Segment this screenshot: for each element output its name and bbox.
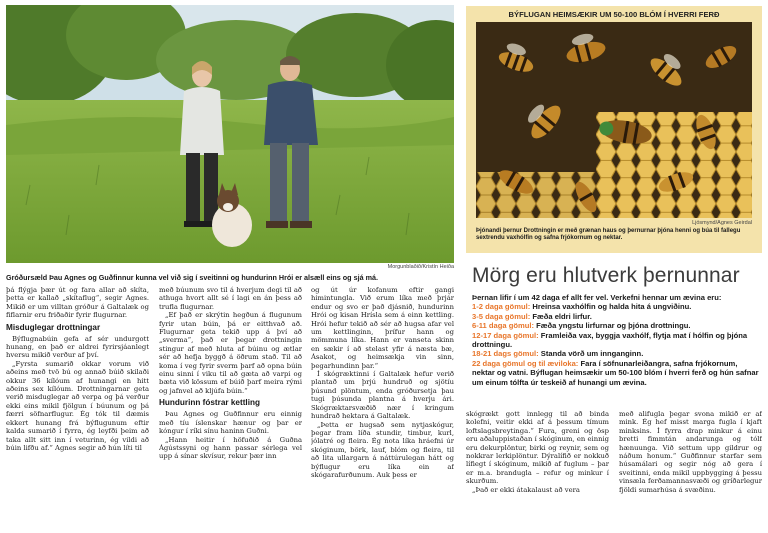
paragraph: Þau Agnes og Guðfinnur eru einnig með tíu íslenskar hænur og þar er kóngur í ríki sínu haninn Guðni. bbox=[159, 410, 302, 436]
article-column-4 bbox=[466, 410, 609, 530]
paragraph: „Það er ekki átakalaust að vera bbox=[472, 485, 580, 494]
photo-credit: Morgunblaðið/Kristín Heiða bbox=[387, 264, 454, 270]
main-photo bbox=[6, 5, 454, 263]
sidebar-headline: Mörg eru hlutverk þernunnar bbox=[472, 264, 740, 287]
honeybees-photo bbox=[476, 22, 752, 218]
caption-text: Þau Agnes og Guðfinnur kunna vel við sig í sveitinni og hundurinn Hrói er alsæll eins og sjá má. bbox=[47, 273, 378, 282]
bee-caption-text: Drottningin er með grænan haus og þernurnar þjóna henni og búa til fallegu sextrendu vaxhólfin og safna frjókornum og nektar. bbox=[476, 228, 741, 242]
paragraph: „Fyrsta sumarið okkar vorum við aðeins með tvö bú og annað búið skilaði okkur 36 kílóum af hunangi en hitt aðeins sex kílóum. Drottningarnar geta verið misduglegar að verpa og þá verður ekki eins mikil fjölgun í búunum og þá færri söfnarflugur. Ég tók til dæmis ekkert hunang frá býflugunum eftir kalda sumarið í fyrra, ég leyfði þeim að taka allt sitt inn í veturinn, ég vildi að búin lifðu af.“ Agnes segir að hún líti til bbox=[6, 359, 149, 452]
fact-item: 12-17 daga gömul: Framleiða vax, byggja vaxhólf, flytja mat í hólfin og þjóna drottningu. bbox=[472, 330, 748, 350]
paragraph: „Þetta er hugsað sem nytjaskógur, þegar fram líða stundir, timbur, kurl, jólatré og fleira. Ég nota líka hráefni úr skóginum, börk, lauf, blóm og fleira, til að lita ullargarn á náttúrulegan hátt og býflugur eru líka ein af skógarafurðunum. Auk þess er bbox=[311, 420, 454, 479]
paragraph: með búunum svo til á hverjum degi til að athuga hvort allt sé í lagi en án þess að trufla flugurnar. bbox=[159, 286, 302, 311]
fact-item: 1-2 daga gömul: Hreinsa vaxhólfin og halda hita á ungviðinu. bbox=[472, 302, 692, 312]
paragraph: Í skógræktinni í Galtalæk hefur verið plantað um þrjú hundruð og sjötíu þúsund plöntum, enda gróðursetja þau tugi þúsunda plantna á hverju ári. Skógræktarsvæðið nær í kringum hundrað hektara á Galtalæk. bbox=[311, 370, 454, 421]
paragraph: Býflugnabúin gefa af sér undurgott hunang, en það er aldrei fyrirsjáanlegt hversu mikið verður af því. bbox=[6, 334, 149, 360]
sidebar-title: BÝFLUGAN HEIMSÆKIR UM 50-100 BLÓM Í HVERRI FERÐ bbox=[508, 10, 720, 19]
bee-photo-caption bbox=[476, 228, 752, 243]
sidebar-box bbox=[466, 6, 762, 253]
paragraph: skógrækt gott innlegg til að binda kolefni, veitir ekki af á þessum tímum loftslagsbreytinga.“ Fura, greni og ösp eru aðaluppistaðan í skóginum, en einnig eru dekurplöntur, birki og reynir, sem og nokkrar lerkiplöntur. Dýralífið er nokkuð lífiegt í skóginum, mikið af fuglum – þar er m.a. brandugla – refur og minkur í skurðum. bbox=[466, 410, 609, 486]
fact-item: 18-21 dags gömul: Standa vörð um innganginn. bbox=[472, 349, 644, 359]
subheading: Hundurinn fóstrar kettling bbox=[159, 398, 260, 408]
facts-intro: Þernan lifir í um 42 daga ef allt fer vel. Verkefni hennar um ævina eru: bbox=[472, 293, 722, 302]
farm-couple-photo bbox=[6, 5, 454, 263]
article-column-5 bbox=[619, 410, 762, 530]
fact-item: 22 daga gömul og til æviloka: Fara í söfnunarleiðangra, safna frjókornum, nektar og vatni. Býflugan heimsækir um 50-100 blóm í hverri ferð og hún safnar um einum tólfta úr teskeið af hunangi um ævina. bbox=[472, 358, 759, 387]
paragraph: með alifugla þegar svona mikið er af mink. Ég hef misst marga fugla í kjaft minksins. Í fyrra drap minkur á einu bretti fimmtán andarunga og tólf hænuunga. Við settum upp gildrur og náðum honum.“ Guðfinnur starfar sem húsamálari og segir nóg að gera í sveitinni, enda mikil uppbygging á þessu vinsæla ferðamannasvæði og gríðarlegur fjöldi sumarhúsa á svæðinu. bbox=[619, 410, 762, 494]
paragraph: „Hann heitir í höfuðið á Guðna Ágústssyni og hann passar sérlega vel upp á sínar skvísur, rekur þær inn bbox=[159, 435, 302, 461]
bee-caption-kicker: Þjónandi þernur bbox=[476, 228, 523, 234]
fact-item: 3-5 daga gömul: Fæða eldri lirfur. bbox=[472, 311, 592, 321]
paragraph: „Ef það er skrýtin hegðun á flugunum fyrir utan búin, þá er eitthvað að. Flugurnar geta tekið upp á því að „sverma“, það er þegar drottningin stingur af með hluta af búinu og ætlar sér að hefja byggð á öðrum stað. Til að koma í veg fyrir sverm þarf að opna búin einu sinni í viku til að gæta að varpi og bæta við kössum ef búið þarf meira rými og jafnvel að kljúfa búin.“ bbox=[159, 311, 302, 395]
paragraph: þá flýgja þær út og fara allar að skíta, þetta er kallað „skítaflug“, segir Agnes. Mikið er um villtan gróður á Galtalæk og fiflarnir eru friðaðir fyrir flugurnar. bbox=[6, 286, 149, 320]
article-column-2 bbox=[159, 286, 302, 528]
caption-kicker: Gróðursæld bbox=[6, 273, 48, 282]
bee-photo-credit: Ljósmynd/Agnes Geirdal bbox=[692, 220, 752, 226]
fact-item: 6-11 daga gömul: Fæða yngstu lirfurnar og þjóna drottningu. bbox=[472, 321, 691, 331]
bee-photo bbox=[476, 22, 752, 218]
article-column-3 bbox=[311, 286, 454, 528]
photo-caption bbox=[6, 273, 454, 282]
worker-bee-facts bbox=[472, 293, 762, 387]
article-column-1 bbox=[6, 286, 149, 528]
paragraph: og út úr kofanum eftir gangi himintungla. Við erum líka með þrjár endur og svo er það djásnið, hundurinn Hrói og kisan Hrísla sem á einn kettling. Hrói hefur tekið að sér að hugsa afar vel um kettlinginn, þrífur hann og mömmuna líka. Hann er vanseta skinn en sækir í að stelast yfir á næsta bæ, Ásakot, og heimsækja vin sinn, þegarhundinn þar.“ bbox=[311, 286, 454, 370]
subheading: Misduglegar drottningar bbox=[6, 322, 101, 332]
